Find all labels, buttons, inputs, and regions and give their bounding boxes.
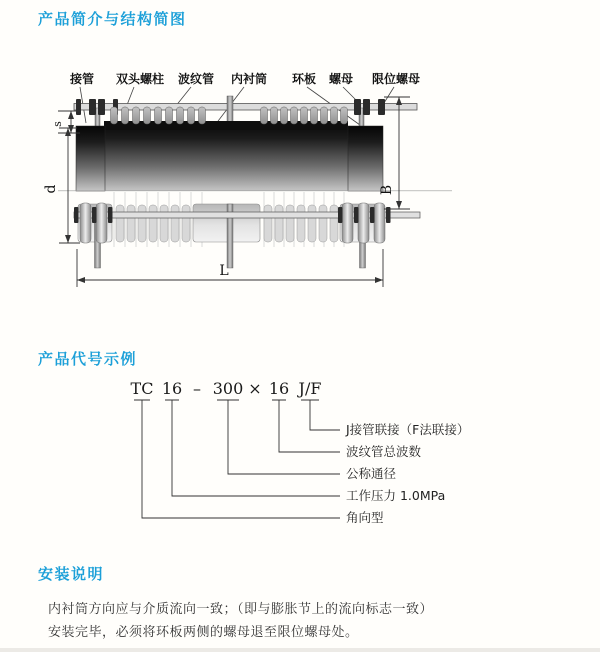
liner-collar bbox=[193, 204, 260, 242]
bellows-lower-left bbox=[116, 205, 190, 242]
label-shuangtouluozhu: 双头螺柱 bbox=[115, 72, 165, 86]
bellows-upper-left bbox=[111, 107, 206, 124]
install-note-line2: 安装完毕，必须将环板两侧的螺母退至限位螺母处。 bbox=[48, 625, 359, 640]
install-note-line1: 内衬筒方向应与介质流向一致；（即与膨胀节上的流向标志一致） bbox=[48, 602, 434, 617]
section-title-intro: 产品简介与结构简图 bbox=[38, 10, 187, 28]
code-token-times: × bbox=[248, 379, 262, 398]
code-tokens bbox=[131, 379, 322, 398]
structure-diagram bbox=[0, 60, 500, 300]
section-title-install: 安装说明 bbox=[38, 565, 105, 583]
code-callouts bbox=[345, 422, 469, 525]
ring-plate-right bbox=[348, 126, 383, 191]
callout-type: 角向型 bbox=[346, 510, 384, 525]
dimension-d bbox=[43, 128, 80, 243]
dim-label-d: d bbox=[43, 184, 59, 194]
dim-label-L: L bbox=[219, 263, 229, 279]
code-connectors bbox=[134, 400, 340, 518]
label-luomu: 螺母 bbox=[328, 72, 354, 86]
callout-pressure: 工作压力 1.0MPa bbox=[346, 488, 446, 503]
code-token-dash: – bbox=[193, 379, 201, 398]
label-bowenguan: 波纹管 bbox=[177, 72, 215, 86]
code-token-connection: J/F bbox=[298, 379, 322, 398]
callout-diameter: 公称通径 bbox=[346, 466, 397, 481]
bellows-upper-right bbox=[261, 107, 348, 124]
code-token-waves: 16 bbox=[268, 379, 290, 398]
dim-label-s: s bbox=[51, 121, 64, 127]
label-neichentong: 内衬筒 bbox=[230, 72, 268, 86]
dimension-s bbox=[51, 111, 80, 133]
page-bottom-edge bbox=[0, 648, 600, 652]
section-title-code: 产品代号示例 bbox=[38, 350, 138, 368]
code-token-type: TC bbox=[130, 379, 154, 398]
bellows-lower-right bbox=[264, 205, 338, 242]
dim-label-B: B bbox=[379, 184, 395, 196]
code-diagram bbox=[90, 372, 510, 538]
limit-nut-right bbox=[378, 99, 385, 115]
code-token-diameter: 300 bbox=[212, 379, 244, 398]
nut-right bbox=[354, 99, 361, 115]
part-labels bbox=[69, 71, 420, 86]
callout-connection: J接管联接（F法联接） bbox=[346, 422, 470, 437]
code-token-pressure: 16 bbox=[161, 379, 183, 398]
label-huanban: 环板 bbox=[291, 72, 317, 86]
joint-body-lower bbox=[74, 203, 420, 268]
callout-waves: 波纹管总波数 bbox=[346, 444, 422, 459]
label-xianweiluomu: 限位螺母 bbox=[371, 72, 421, 86]
label-jieguan: 接管 bbox=[69, 72, 95, 86]
joint-body-upper bbox=[58, 107, 452, 191]
ring-plate-left bbox=[76, 126, 105, 191]
